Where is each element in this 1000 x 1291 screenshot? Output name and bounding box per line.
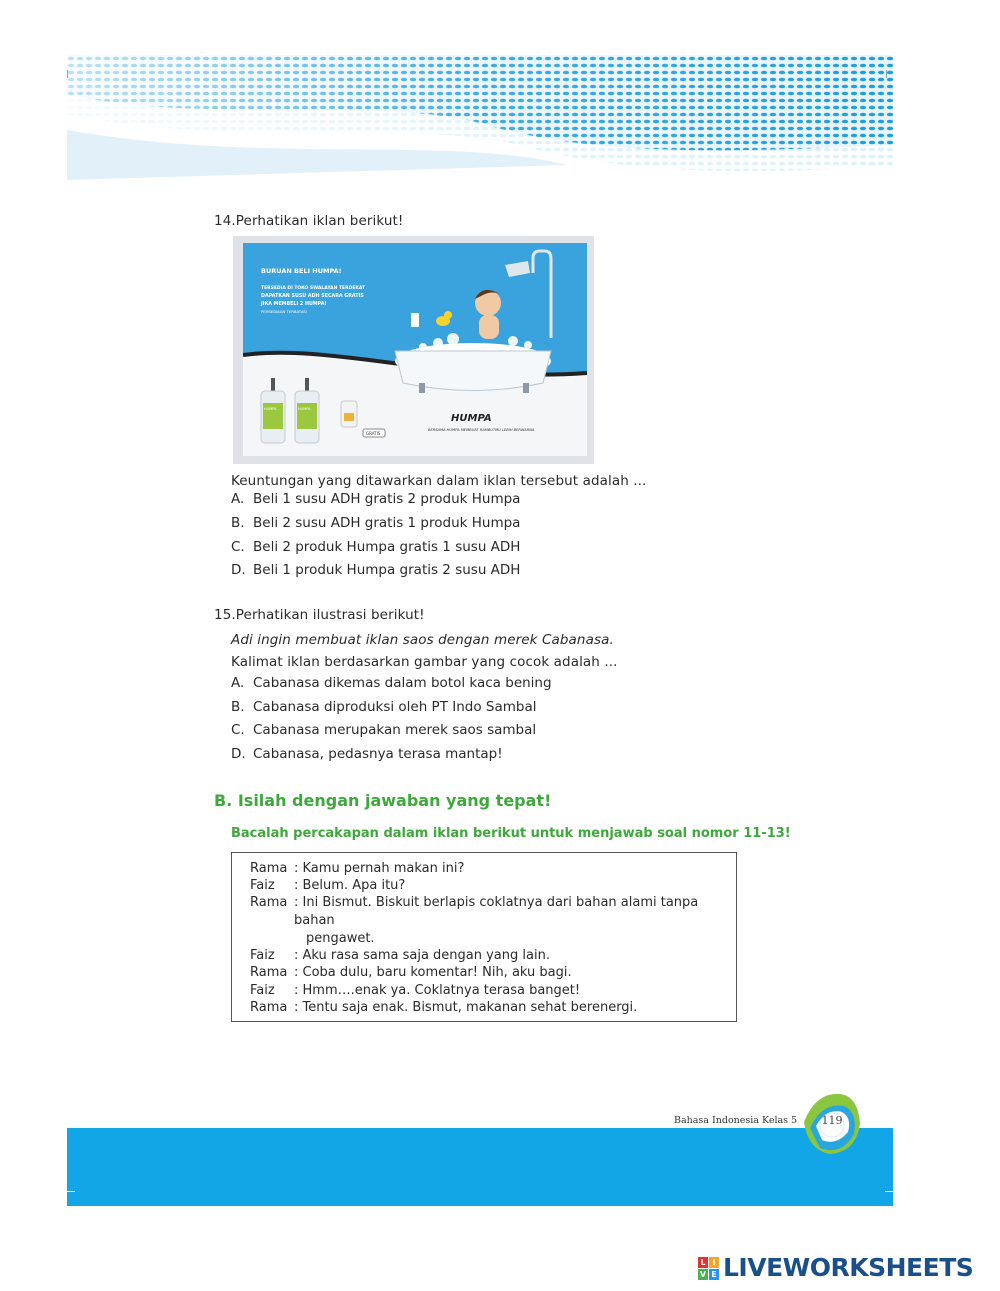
ad-illustration bbox=[243, 243, 587, 456]
dialog-text: : Kamu pernah makan ini? bbox=[294, 861, 465, 876]
dialog-speaker: Faiz bbox=[250, 983, 275, 998]
header-wave-banner bbox=[67, 55, 893, 180]
ad-gratis-label: GRATIS bbox=[366, 431, 381, 436]
ad-brand-name: HUMPA bbox=[451, 413, 492, 424]
section-b-instruction: Bacalah percakapan dalam iklan berikut untuk menjawab soal nomor 11-13! bbox=[231, 826, 791, 841]
dialog-speaker: Rama bbox=[250, 861, 288, 876]
dialog-line bbox=[250, 878, 405, 893]
dialog-line bbox=[250, 1000, 637, 1015]
dialog-text: pengawet. bbox=[306, 931, 375, 946]
dialog-text: : Hmm….enak ya. Coklatnya terasa banget! bbox=[294, 983, 581, 998]
dialog-line bbox=[250, 983, 580, 998]
dialog-text: : Ini Bismut. Biskuit berlapis coklatnya dari bahan alami tanpa bbox=[294, 895, 699, 910]
ad-line-1: TERSEDIA DI TOKO SWALAYAN TERDEKAT bbox=[261, 286, 366, 291]
dialog-line bbox=[250, 948, 550, 963]
ad-line-3: JIKA MEMBELI 2 HUMPA! bbox=[261, 302, 327, 307]
question-prompt: Perhatikan iklan berikut! bbox=[235, 213, 404, 229]
crop-mark bbox=[885, 1191, 893, 1192]
option-a[interactable]: A. Cabanasa dikemas dalam botol kaca bening bbox=[231, 675, 552, 691]
crop-mark bbox=[67, 1191, 75, 1192]
question-number: 14. bbox=[214, 213, 236, 229]
dialog-speaker: Rama bbox=[250, 965, 288, 980]
dialog-speaker: Rama bbox=[250, 1000, 288, 1015]
dialog-speaker: Faiz bbox=[250, 878, 275, 893]
option-c[interactable]: C. Beli 2 produk Humpa gratis 1 susu ADH bbox=[231, 539, 521, 555]
footer-book-title: Bahasa Indonesia Kelas 5 bbox=[674, 1115, 798, 1126]
ad-line-4: PERSEDIAAN TERBATAS! bbox=[261, 309, 308, 314]
dialog-line bbox=[250, 965, 572, 980]
option-a[interactable]: A. Beli 1 susu ADH gratis 2 produk Humpa bbox=[231, 491, 521, 507]
question-prompt: Perhatikan ilustrasi berikut! bbox=[235, 607, 425, 623]
ad-headline: BURUAN BELI HUMPA! bbox=[261, 267, 342, 275]
option-b[interactable]: B. Beli 2 susu ADH gratis 1 produk Humpa bbox=[231, 515, 521, 531]
liveworksheets-watermark: LIVEWORKSHEETS bbox=[723, 1253, 974, 1282]
question-14-text: Keuntungan yang ditawarkan dalam iklan tersebut adalah ... bbox=[231, 473, 647, 489]
bottle-label: HUMPA bbox=[298, 407, 311, 411]
ad-line-2: DAPATKAN SUSU ADH SECARA GRATIS bbox=[261, 294, 364, 299]
dialog-text: : Aku rasa sama saja dengan yang lain. bbox=[294, 948, 550, 963]
ad-tagline: BERSAMA HUMPA MEMBUAT RAMBUTMU LEBIH BERWARNA bbox=[428, 428, 535, 432]
option-d[interactable]: D. Beli 1 produk Humpa gratis 2 susu ADH bbox=[231, 562, 521, 578]
question-number: 15. bbox=[214, 607, 236, 623]
dialog-speaker: Faiz bbox=[250, 948, 275, 963]
dialog-text: : Coba dulu, baru komentar! Nih, aku bagi. bbox=[294, 965, 572, 980]
option-c[interactable]: C. Cabanasa merupakan merek saos sambal bbox=[231, 722, 537, 738]
question-15-scenario: Adi ingin membuat iklan saos dengan merek Cabanasa. bbox=[231, 632, 614, 648]
dialog-text: : Tentu saja enak. Bismut, makanan sehat berenergi. bbox=[294, 1000, 638, 1015]
page-number: 119 bbox=[821, 1114, 843, 1127]
dialog-line bbox=[250, 861, 464, 876]
humpa-advertisement bbox=[243, 243, 587, 456]
dialog-line bbox=[306, 931, 375, 946]
option-d[interactable]: D. Cabanasa, pedasnya terasa mantap! bbox=[231, 746, 503, 762]
crop-mark bbox=[886, 70, 887, 78]
dialog-speaker: Rama bbox=[250, 895, 288, 910]
dialog-text: : Belum. Apa itu? bbox=[294, 878, 406, 893]
question-15-text: Kalimat iklan berdasarkan gambar yang cocok adalah ... bbox=[231, 654, 618, 670]
dialog-line bbox=[294, 913, 335, 928]
footer-band bbox=[67, 1128, 893, 1206]
section-b-title: B. Isilah dengan jawaban yang tepat! bbox=[214, 791, 552, 810]
dialog-text: bahan bbox=[294, 913, 335, 928]
question-15-prompt bbox=[214, 607, 425, 623]
question-14-prompt bbox=[214, 213, 403, 229]
dialog-line bbox=[250, 895, 698, 910]
option-b[interactable]: B. Cabanasa diproduksi oleh PT Indo Sambal bbox=[231, 699, 537, 715]
crop-mark bbox=[67, 70, 68, 78]
liveworksheets-logo-icon: L I V E bbox=[698, 1257, 720, 1281]
bottle-label: HUMPA bbox=[264, 407, 277, 411]
